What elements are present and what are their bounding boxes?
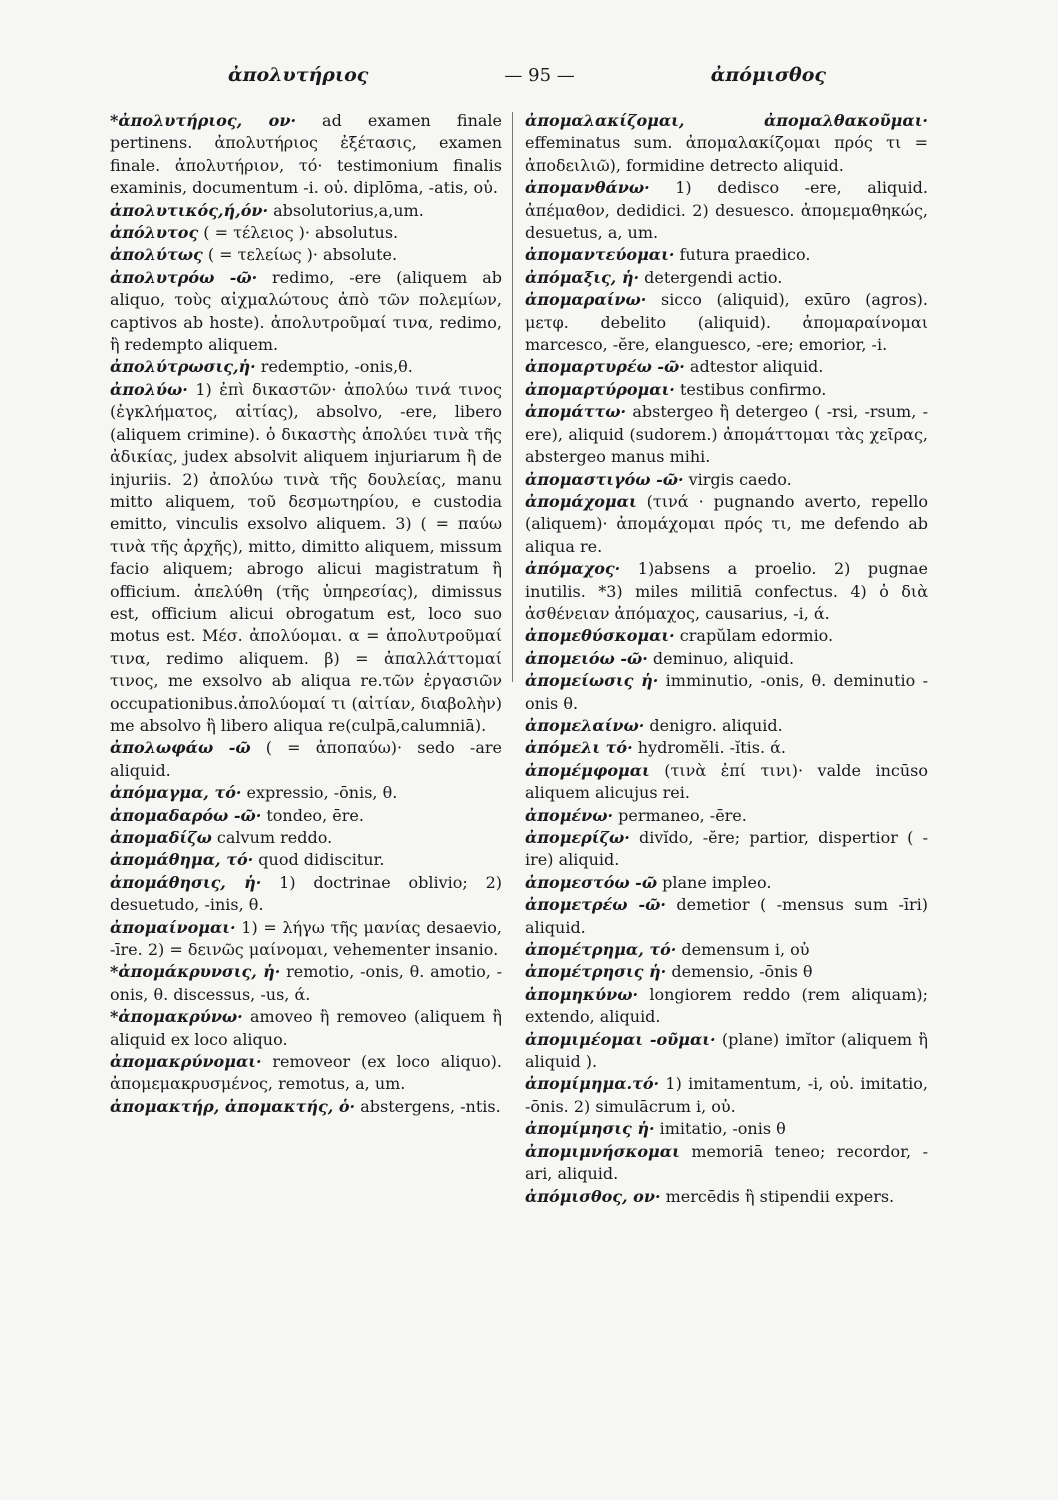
entry-headword: ἀπολύτως xyxy=(110,245,203,265)
entry-headword: ἀπομιμνήσκομαι xyxy=(525,1141,680,1161)
entry-headword: ἀπολυτρόω -ῶ· xyxy=(110,267,258,287)
entry-definition: mercēdis ἢ stipendii expers. xyxy=(660,1186,895,1206)
entry-headword: ἀπομαδαρόω -ῶ· xyxy=(110,805,262,825)
dictionary-entry xyxy=(110,356,502,378)
entry-definition: 1)absens a proelio. 2) pugnae inutilis. *3) miles militiā confectus. 4) ὁ διὰ ἀσθένειαν ἀπόμαχος, causarius, -i, ά. xyxy=(525,559,928,623)
right-column xyxy=(525,110,928,1208)
dictionary-entry xyxy=(525,401,928,468)
entry-headword: ἀπομαρτύρομαι· xyxy=(525,379,675,399)
entry-headword: ἀπομιμέομαι -οῦμαι· xyxy=(525,1029,716,1049)
entry-definition: divĭdo, -ĕre; partior, dispertior ( -ire) aliquid. xyxy=(525,828,928,870)
entry-definition: denigro. aliquid. xyxy=(644,715,783,735)
entry-headword: ἀπομαντεύομαι· xyxy=(525,245,675,265)
dictionary-entry xyxy=(110,222,502,244)
entry-headword: ἀπομέτρησις ἡ· xyxy=(525,962,667,982)
entry-definition: effeminatus sum. ἀπομαλακίζομαι πρός τι = ἀποδειλιῶ), formidine detrecto aliquid. xyxy=(525,133,928,175)
left-guide-word: ἀπολυτήριος xyxy=(228,64,369,86)
entry-headword: ἀπομειόω -ῶ· xyxy=(525,648,648,668)
entry-definition: ( = τελείως )· absolute. xyxy=(202,245,398,265)
dictionary-entry xyxy=(525,558,928,625)
column-divider xyxy=(512,112,513,682)
dictionary-entry xyxy=(525,715,928,737)
entry-headword: ἀπομάθημα, τό· xyxy=(110,850,254,870)
entry-definition: plane impleo. xyxy=(657,872,772,892)
dictionary-entry xyxy=(525,1029,928,1074)
entry-definition: adtestor aliquid. xyxy=(684,357,824,377)
entry-headword: *ἀπομάκρυνσις, ἡ· xyxy=(110,962,281,982)
entry-definition: virgis caedo. xyxy=(683,469,792,489)
entry-definition: tondeo, ēre. xyxy=(261,805,364,825)
entry-definition: ( = ἀποπαύω)· sedo -are aliquid. xyxy=(110,738,502,780)
dictionary-entry xyxy=(525,961,928,983)
entry-definition: quod didiscitur. xyxy=(253,850,385,870)
entry-definition: imminutio, -onis, θ. deminutio -onis θ. xyxy=(525,671,928,713)
dictionary-entry xyxy=(525,939,928,961)
entry-headword: ἀπομέμφομαι xyxy=(525,760,650,780)
entry-definition: 1) = λήγω τῆς μανίας desaevio, -īre. 2) = δεινῶς μαίνομαι, vehementer insanio. xyxy=(110,917,502,960)
dictionary-entry xyxy=(525,244,928,266)
entry-definition: removeor (ex loco aliquo). ἀπομεμακρυσμένος, remotus, a, um. xyxy=(110,1052,502,1094)
dictionary-entry xyxy=(110,827,502,849)
entry-headword: ἀπομακτήρ, ἀπομακτής, ὁ· xyxy=(110,1096,356,1116)
dictionary-entry xyxy=(110,805,502,827)
entry-definition: deminuo, aliquid. xyxy=(647,648,795,668)
entry-headword: ἀπομηκύνω· xyxy=(525,984,639,1004)
entry-definition: hydromĕli. -ĭtis. ά. xyxy=(632,738,787,758)
dictionary-entry xyxy=(110,917,502,962)
entry-definition: 1) imitamentum, -i, οὐ. imitatio, -ōnis. 2) simulācrum i, οὐ. xyxy=(525,1074,928,1116)
dictionary-entry xyxy=(525,289,928,356)
entry-definition: demensio, -ōnis θ xyxy=(666,962,813,982)
entry-definition: ( = τέλειος )· absolutus. xyxy=(198,223,399,243)
dictionary-entry xyxy=(525,827,928,872)
entry-definition: demetior ( -mensus sum -īri) aliquid. xyxy=(525,895,928,937)
entry-headword: ἀπομαραίνω· xyxy=(525,290,647,310)
entry-headword: ἀπόλυτος xyxy=(110,223,199,243)
dictionary-entry xyxy=(525,737,928,759)
dictionary-entry xyxy=(525,356,928,378)
dictionary-entry xyxy=(525,379,928,401)
entry-definition: ad examen finale pertinens. ἀπολυτήριος ἐξέτασις, examen finale. ἀπολυτήριον, τό· testimonium finalis examinis, documentum -i. οὐ. diplōma, -atis, οὐ. xyxy=(110,111,502,198)
entry-definition: permaneo, -ēre. xyxy=(613,805,747,825)
dictionary-entry xyxy=(110,961,502,1006)
entry-headword: ἀπομετρέω -ῶ· xyxy=(525,895,666,915)
dictionary-entry xyxy=(525,648,928,670)
entry-definition: imitatio, -onis θ xyxy=(654,1119,786,1139)
entry-definition: (plane) imĭtor (aliquem ἢ aliquid ). xyxy=(525,1029,928,1072)
entry-definition: (τινά · pugnando averto, repello (aliquem)· ἀπομάχομαι πρός τι, me defendo ab aliqua re. xyxy=(525,491,928,556)
dictionary-entry xyxy=(525,760,928,805)
entry-headword: ἀπομάχομαι xyxy=(525,491,637,511)
dictionary-entry xyxy=(525,984,928,1029)
dictionary-entry xyxy=(525,1118,928,1140)
entry-headword: ἀπομίμησις ἡ· xyxy=(525,1119,655,1139)
dictionary-entry xyxy=(525,267,928,289)
dictionary-entry xyxy=(110,200,502,222)
entry-headword: *ἀπομακρύνω· xyxy=(110,1007,243,1027)
entry-definition: redemptio, -onis,θ. xyxy=(255,357,413,377)
page-number: — 95 — xyxy=(504,65,575,86)
entry-definition: 1) dedisco -ere, aliquid. ἀπέμαθον, dedidici. 2) desuesco. ἀπομεμαθηκώς, desuetus, a, um. xyxy=(525,178,928,243)
entry-headword: ἀπομαδίζω xyxy=(110,828,212,847)
entry-headword: ἀπόμαξις, ἡ· xyxy=(525,267,640,287)
entry-headword: ἀπομίμημα.τό· xyxy=(525,1074,660,1094)
dictionary-entry xyxy=(525,491,928,558)
entry-headword: ἀπολύω· xyxy=(110,379,188,399)
entry-headword: ἀπομάττω· xyxy=(525,402,627,422)
dictionary-entry xyxy=(525,1141,928,1186)
entry-definition: memoriā teneo; recordor, -ari, aliquid. xyxy=(525,1141,928,1184)
dictionary-entry xyxy=(110,872,502,917)
dictionary-entry xyxy=(525,805,928,827)
dictionary-entry xyxy=(110,267,502,357)
dictionary-entry xyxy=(110,1096,502,1118)
entry-definition: abstergeo ἢ detergeo ( -rsi, -rsum, -ere), aliquid (sudorem.) ἀπομάττομαι τὰς χεῖρας, abstergeo manus mihi. xyxy=(525,402,928,467)
entry-headword: ἀπομεστόω -ῶ xyxy=(525,872,658,892)
dictionary-entry xyxy=(110,110,502,200)
entry-headword: ἀπομαρτυρέω -ῶ· xyxy=(525,357,685,377)
entry-definition: detergendi actio. xyxy=(639,267,783,287)
entry-headword: ἀπόμαχος· xyxy=(525,559,621,579)
entry-definition: expressio, -ōnis, θ. xyxy=(241,783,398,803)
entry-definition: sicco (aliquid), exūro (agros). μετφ. debelito (aliquid). ἀπομαραίνομαι marcesco, -ĕre, elanguesco, -ere; emorior, -i. xyxy=(525,290,928,355)
dictionary-entry xyxy=(525,469,928,491)
entry-headword: ἀπομαλακίζομαι, ἀπομαλθακοῦμαι· xyxy=(525,111,928,130)
dictionary-entry xyxy=(525,110,928,177)
entry-headword: ἀπόμελι τό· xyxy=(525,738,633,758)
entry-headword: ἀπολύτρωσις,ἡ· xyxy=(110,357,256,377)
entry-headword: ἀπολυτικός,ή,όν· xyxy=(110,200,269,220)
entry-definition: longiorem reddo (rem aliquam); extendo, aliquid. xyxy=(525,984,928,1027)
entry-definition: demensum i, οὐ xyxy=(676,940,810,960)
entry-headword: ἀπομακρύνομαι· xyxy=(110,1052,262,1072)
entry-headword: ἀπομείωσις ἡ· xyxy=(525,671,659,691)
dictionary-entry xyxy=(110,782,502,804)
entry-definition: 1) doctrinae oblivio; 2) desuetudo, -inis, θ. xyxy=(110,872,502,915)
dictionary-entry xyxy=(110,737,502,782)
dictionary-entry xyxy=(110,379,502,738)
dictionary-entry xyxy=(525,1186,928,1208)
dictionary-entry xyxy=(110,849,502,871)
dictionary-entry xyxy=(525,625,928,647)
dictionary-entry xyxy=(525,670,928,715)
running-header xyxy=(228,64,826,94)
entry-definition: remotio, -onis, θ. amotio, -onis, θ. discessus, -us, ά. xyxy=(110,962,503,1004)
entry-headword: ἀπόμισθος, ον· xyxy=(525,1186,661,1206)
entry-headword: *ἀπολυτήριος, ον· xyxy=(110,111,297,130)
entry-headword: ἀπομένω· xyxy=(525,805,614,825)
entry-definition: testibus confirmo. xyxy=(674,379,827,399)
entry-headword: ἀπομελαίνω· xyxy=(525,715,645,735)
entry-headword: ἀπομάθησις, ἡ· xyxy=(110,872,262,892)
entry-definition: crapŭlam edormio. xyxy=(674,626,834,646)
entry-headword: ἀπομανθάνω· xyxy=(525,178,650,198)
entry-definition: redimo, -ere (aliquem ab aliquo, τοὺς αἰχμαλώτους ἀπὸ τῶν πολεμίων, captivos ab hoste). ἀπολυτροῦμαί τινα, redimo, ἢ redempto aliquem. xyxy=(110,267,503,355)
dictionary-entry xyxy=(110,1051,502,1096)
entry-headword: ἀπολωφάω -ῶ xyxy=(110,738,251,758)
entry-headword: ἀπομαστιγόω -ῶ· xyxy=(525,469,684,489)
entry-headword: ἀπομέτρημα, τό· xyxy=(525,940,677,960)
entry-headword: ἀπομερίζω· xyxy=(525,828,630,847)
right-guide-word: ἀπόμισθος xyxy=(710,64,826,86)
dictionary-entry xyxy=(110,244,502,266)
entry-headword: ἀπόμαγμα, τό· xyxy=(110,783,242,803)
entry-definition: abstergens, -ntis. xyxy=(355,1096,501,1116)
dictionary-entry xyxy=(525,894,928,939)
dictionary-entry xyxy=(110,1006,502,1051)
entry-definition: 1) ἐπὶ δικαστῶν· ἀπολύω τινά τινος (ἐγκλήματος, αἰτίας), absolvo, -ere, libero (aliquem crimine). ὁ δικαστὴς ἀπολύει τινὰ τῆς ἀδικίας, judex absolvit aliquem injuriarum ἢ de injuriis. 2) ἀπολύω τινὰ τῆς δουλείας, manu mitto aliquem, τοῦ δεσμωτηρίου, e custodia emitto, vinculis exsolvo aliquem. 3) ( = παύω τινὰ τῆς ἀρχῆς), mitto, dimitto aliquem, missum facio aliquem; abrogo alicui magistratum ἢ officium. ἀπελύθη (τῆς ὑπηρεσίας), dimissus est, officium alicui obrogatum est, loco suo motus est. Μέσ. ἀπολύομαι. α = ἀπολυτροῦμαί τινα, redimo aliquem. β) = ἀπαλλάττομαί τινος, me exsolvo ab aliqua re.τῶν ἐργασιῶν occupationibus.ἀπολύομαί τι (αἰτίαν, διαβολὴν) me absolvo ἢ libero aliqua re(culpā,calumniā). xyxy=(110,379,502,735)
entry-definition: absolutorius,a,um. xyxy=(268,200,424,220)
entry-definition: amoveo ἢ removeo (aliquem ἢ aliquid ex loco aliquo. xyxy=(110,1007,502,1049)
dictionary-entry xyxy=(525,1073,928,1118)
dictionary-entry xyxy=(525,177,928,244)
entry-headword: ἀπομεθύσκομαι· xyxy=(525,626,675,646)
entry-headword: ἀπομαίνομαι· xyxy=(110,917,236,937)
entry-definition: calvum reddo. xyxy=(211,828,333,847)
entry-definition: (τινὰ ἐπί τινι)· valde incūso aliquem alicujus rei. xyxy=(525,760,928,803)
dictionary-entry xyxy=(525,872,928,894)
left-column xyxy=(110,110,502,1118)
entry-definition: futura praedico. xyxy=(674,245,811,265)
